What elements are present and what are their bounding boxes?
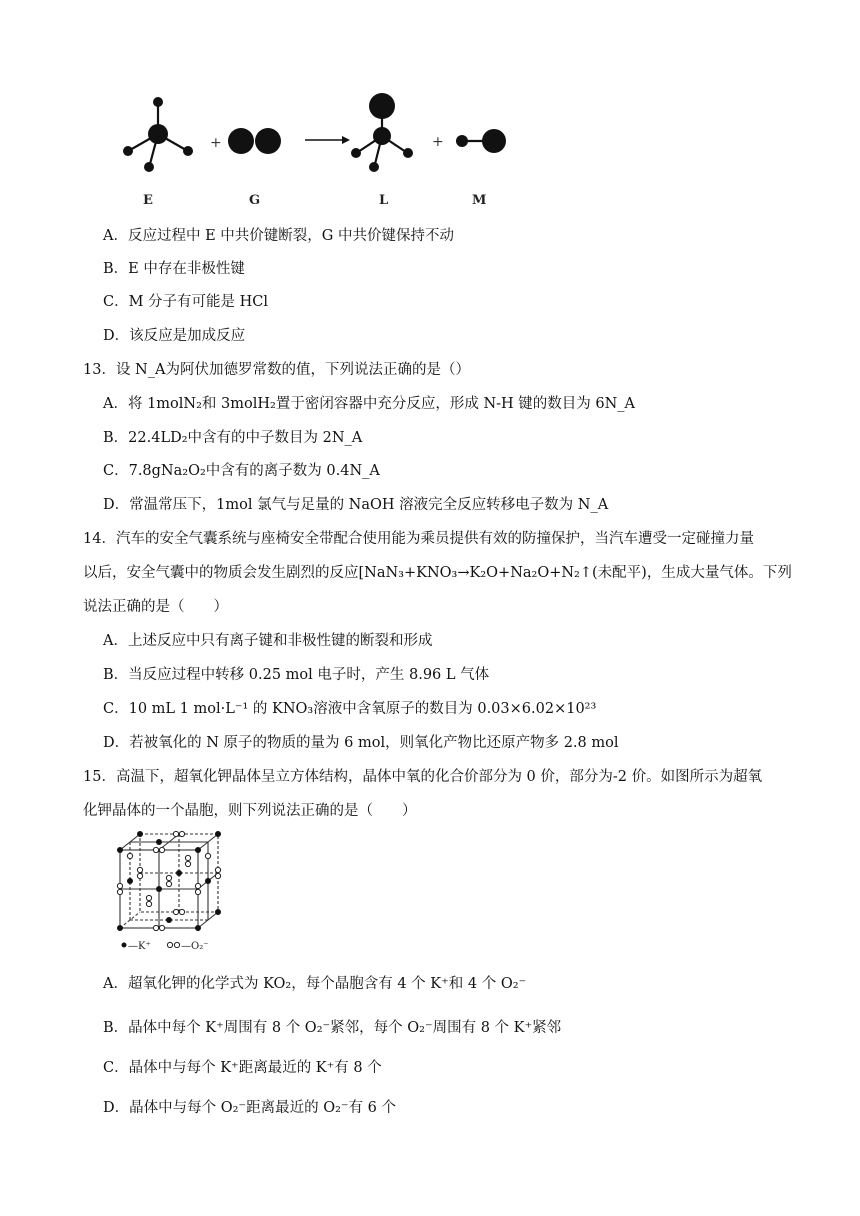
legend-k-dot (122, 943, 127, 948)
q14-option-c: C．10 mL 1 mol·L⁻¹ 的 KNO₃溶液中含氧原子的数目为 0.03×6.02×10²³ (103, 701, 597, 717)
q13-stem: 13．设 N_A为阿伏加德罗常数的值，下列说法正确的是（） (83, 362, 470, 378)
q15-option-c: C．晶体中与每个 K⁺距离最近的 K⁺有 8 个 (103, 1060, 382, 1076)
q14-option-d: D．若被氧化的 N 原子的物质的量为 6 mol，则氧化产物比还原产物多 2.8 mol (103, 735, 619, 751)
q12-option-b: B．E 中存在非极性键 (103, 261, 245, 277)
q15-option-a: A．超氧化钾的化学式为 KO₂，每个晶胞含有 4 个 K⁺和 4 个 O₂⁻ (103, 976, 527, 992)
q13-option-a: A．将 1molN₂和 3molH₂置于密闭容器中充分反应，形成 N-H 键的数目为 6N_A (103, 396, 636, 412)
e-center-atom (148, 124, 168, 144)
plus-sign-1: + (210, 135, 222, 151)
label-e: E (143, 193, 153, 208)
q12-option-c: C．M 分子有可能是 HCl (103, 294, 269, 310)
q14-stem-line-3: 说法正确的是（ ） (83, 599, 228, 615)
q12-option-d: D．该反应是加成反应 (103, 328, 246, 344)
reaction-arrow (305, 136, 350, 144)
q15-stem-line-1: 15．高温下，超氧化钾晶体呈立方体结构，晶体中氧的化合价部分为 0 价，部分为-2 价。如图所示为超氧 (83, 769, 763, 785)
q13-option-c: C．7.8gNa₂O₂中含有的离子数为 0.4N_A (103, 463, 380, 479)
l-center-atom (373, 127, 391, 145)
plus-sign-2: + (432, 134, 444, 150)
legend-o2-label: —O₂⁻ (181, 941, 209, 952)
q15-option-d: D．晶体中与每个 O₂⁻距离最近的 O₂⁻有 6 个 (103, 1100, 396, 1116)
q13-option-b: B．22.4LD₂中含有的中子数目为 2N_A (103, 430, 363, 446)
l-large-atom (369, 93, 395, 119)
legend-o2-marker (167, 942, 179, 947)
molecule-g-atom-1 (228, 128, 254, 154)
q14-option-a: A．上述反应中只有离子键和非极性键的断裂和形成 (103, 633, 433, 649)
molecule-m-large-atom (482, 129, 506, 153)
reaction-figure (110, 92, 530, 212)
crystal-cell-figure (112, 828, 228, 958)
q14-stem-line-1: 14．汽车的安全气囊系统与座椅安全带配合使用能为乘员提供有效的防撞保护，当汽车遭受一定碰撞力量 (83, 531, 754, 547)
q13-option-d: D．常温常压下，1mol 氯气与足量的 NaOH 溶液完全反应转移电子数为 N_A (103, 497, 609, 513)
label-m: M (472, 193, 487, 208)
molecule-m-small-atom (456, 135, 468, 147)
q15-stem-line-2: 化钾晶体的一个晶胞，则下列说法正确的是（ ） (83, 803, 417, 819)
molecule-g-atom-2 (255, 128, 281, 154)
q12-option-a: A．反应过程中 E 中共价键断裂，G 中共价键保持不动 (103, 228, 454, 244)
q14-stem-line-2: 以后，安全气囊中的物质会发生剧烈的反应[NaN₃+KNO₃→K₂O+Na₂O+N₂↑(未配平)，生成大量气体。下列 (83, 565, 792, 581)
q14-option-b: B．当反应过程中转移 0.25 mol 电子时，产生 8.96 L 气体 (103, 667, 490, 683)
q15-option-b: B．晶体中每个 K⁺周围有 8 个 O₂⁻紧邻，每个 O₂⁻周围有 8 个 K⁺紧邻 (103, 1020, 562, 1036)
label-g: G (249, 193, 261, 208)
legend-k-label: —K⁺ (128, 941, 151, 952)
label-l: L (379, 193, 389, 208)
